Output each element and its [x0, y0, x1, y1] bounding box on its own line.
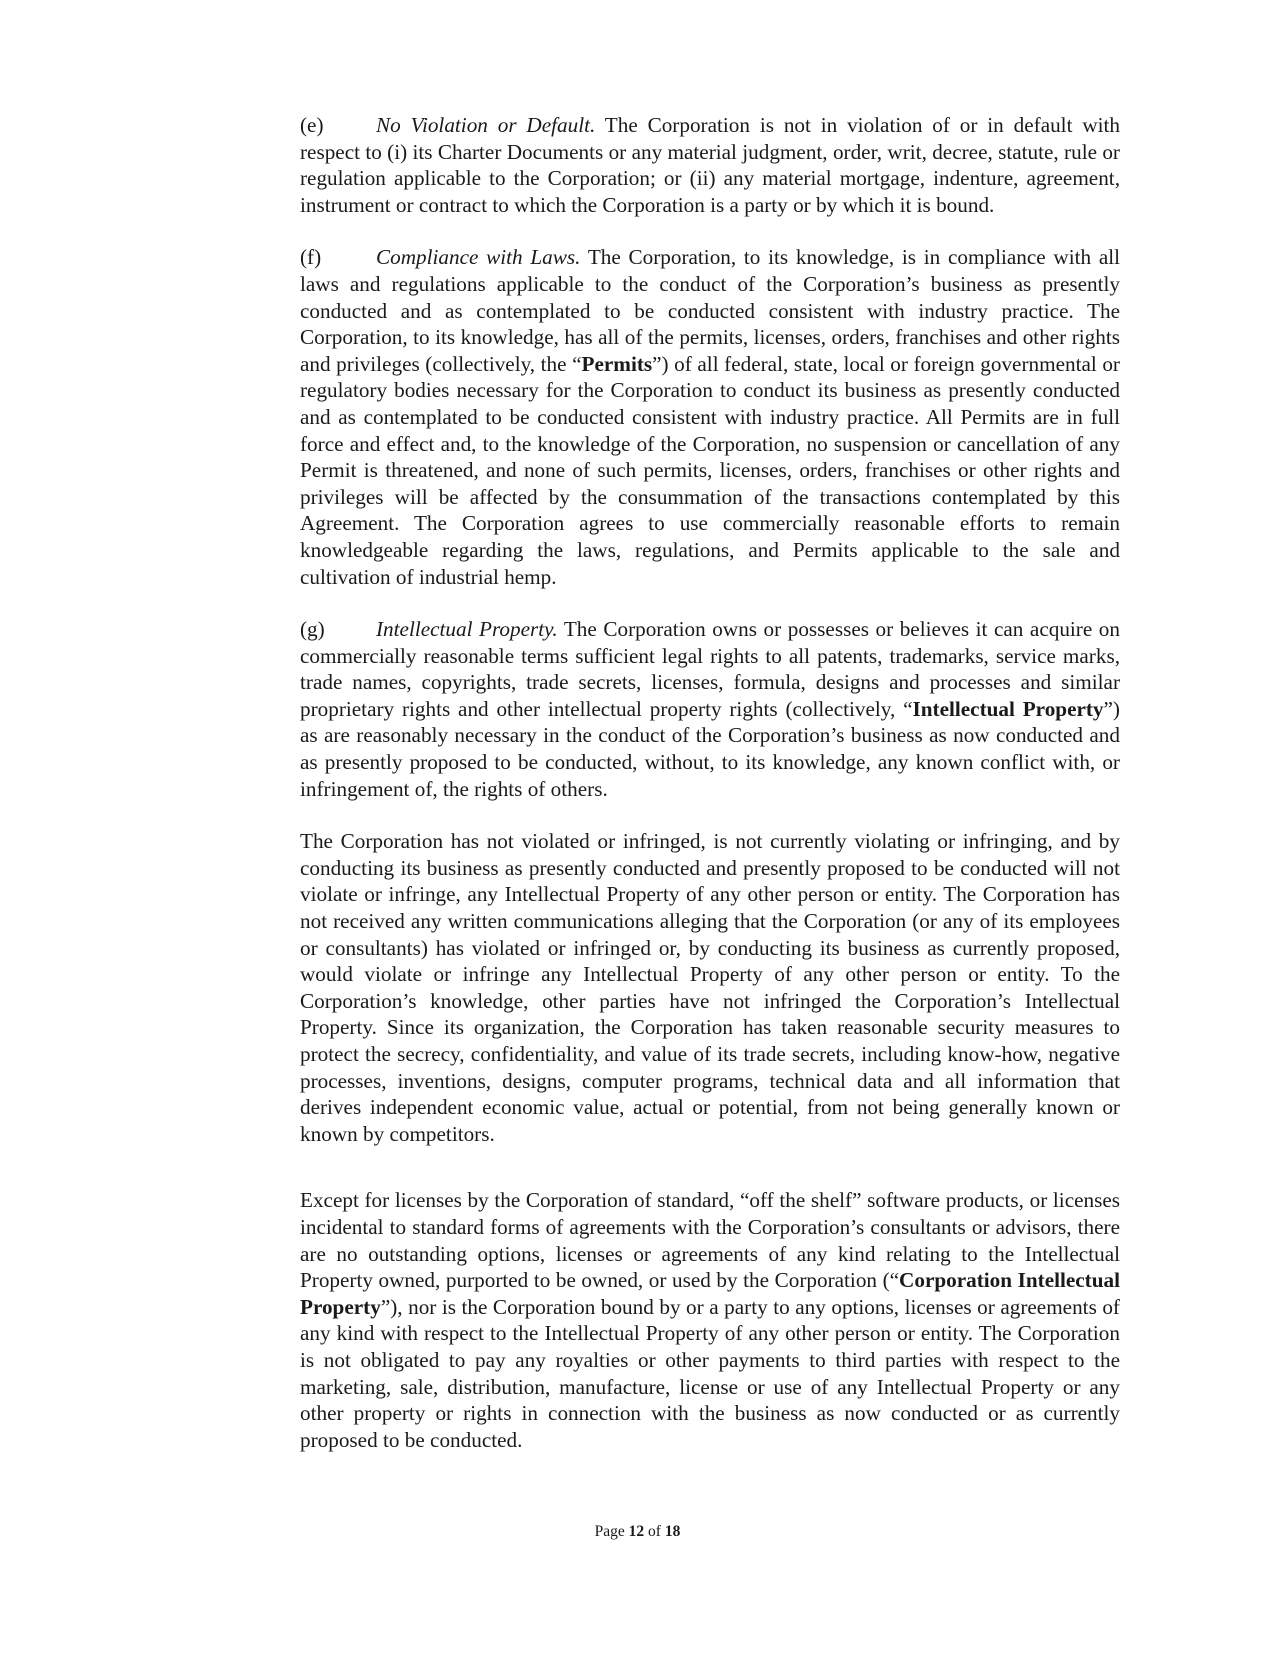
section-g-paragraph — [300, 616, 1120, 802]
section-f-title: Compliance with Laws. — [376, 245, 581, 270]
section-f-number: (f) — [300, 245, 322, 270]
document-body — [300, 112, 1120, 1453]
section-g-text-after: ”) as are reasonably necessary in the conduct of the Corporation’s business as now conducted and as presently proposed to be conducted, without, to its knowledge, any known conflict with, or infringement of, the rights of others. — [300, 696, 1120, 801]
section-e-title: No Violation or Default. — [376, 113, 596, 137]
licenses-text-before: Except for licenses by the Corporation of standard, “off the shelf” software products, or licenses incidental to standard forms of agreements with the Corporation’s consultants or advisors, there are no outstanding options, licenses or agreements of any kind relating to the Intellectual Property owned, purported to be owned, or used by the Corporation (“ — [300, 1188, 1120, 1293]
section-f-paragraph — [300, 244, 1120, 590]
infringement-text: The Corporation has not violated or infringed, is not currently violating or infringing, and by conducting its business as presently conducted and presently proposed to be conducted will not violate or infringe, any Intellectual Property of any other person or entity. The Corporation has not received any written communications alleging that the Corporation (or any of its employees or consultants) has violated or infringed or, by conducting its business as currently proposed, would violate or infringe any Intellectual Property of any other person or entity. To the Corporation’s knowledge, other parties have not infringed the Corporation’s Intellectual Property. Since its organization, the Corporation has taken reasonable security measures to protect the secrecy, confidentiality, and value of its trade secrets, including know-how, negative processes, inventions, designs, computer programs, technical data and all information that derives independent economic value, actual or potential, from not being generally known or known by competitors. — [300, 829, 1120, 1146]
section-e-text: The Corporation is not in violation of or in default with respect to (i) its Charter Documents or any material judgment, order, writ, decree, statute, rule or regulation applicable to the Corporation; or (ii) any material mortgage, indenture, agreement, instrument or contract to which the Corporation is a party or by which it is bound. — [300, 113, 1120, 217]
section-g-number: (g) — [300, 617, 325, 642]
defined-term-permits: Permits — [581, 351, 653, 376]
total-page-count: 18 — [664, 1523, 681, 1540]
page-number-footer — [0, 1523, 1275, 1541]
licenses-paragraph — [300, 1187, 1120, 1453]
current-page-number: 12 — [628, 1523, 645, 1540]
infringement-paragraph — [300, 828, 1120, 1147]
section-f-text-before: The Corporation, to its knowledge, is in compliance with all laws and regulations applicable to the conduct of the Corporation’s business as presently conducted and as contemplated to be conducted consistent with industry practice. The Corporation, to its knowledge, has all of the permits, licenses, orders, franchises and other rights and privileges (collectively, the “ — [300, 245, 1120, 376]
section-e-paragraph — [300, 112, 1120, 218]
page-label: Page — [594, 1523, 625, 1540]
section-g-text-before: The Corporation owns or possesses or believes it can acquire on commercially reasonable terms sufficient legal rights to all patents, trademarks, service marks, trade names, copyrights, trade secrets, licenses, formula, designs and processes and similar proprietary rights and other intellectual property rights (collectively, “ — [300, 617, 1120, 721]
section-f-text-after: ”) of all federal, state, local or foreign governmental or regulatory bodies necessary for the Corporation to conduct its business as presently conducted and as contemplated to be conducted consistent with industry practice. All Permits are in full force and effect and, to the knowledge of the Corporation, no suspension or cancellation of any Permit is threatened, and none of such permits, licenses, orders, franchises or other rights and privileges will be affected by the consummation of the transactions contemplated by this Agreement. The Corporation agrees to use commercially reasonable efforts to remain knowledgeable regarding the laws, regulations, and Permits applicable to the sale and cultivation of industrial hemp. — [300, 351, 1120, 589]
section-e-number: (e) — [300, 113, 324, 137]
defined-term-corporation-intellectual-property: Corporation Intellectual Property — [300, 1268, 1120, 1319]
defined-term-intellectual-property: Intellectual Property — [912, 696, 1104, 721]
section-g-title: Intellectual Property. — [376, 617, 558, 642]
page-of-label: of — [648, 1523, 661, 1540]
licenses-text-after: ”), nor is the Corporation bound by or a party to any options, licenses or agreements of any kind with respect to the Intellectual Property of any other person or entity. The Corporation is not obligated to pay any royalties or other payments to third parties with respect to the marketing, sale, distribution, manufacture, license or use of any Intellectual Property or any other property or rights in connection with the business as now conducted or as currently proposed to be conducted. — [300, 1294, 1120, 1452]
